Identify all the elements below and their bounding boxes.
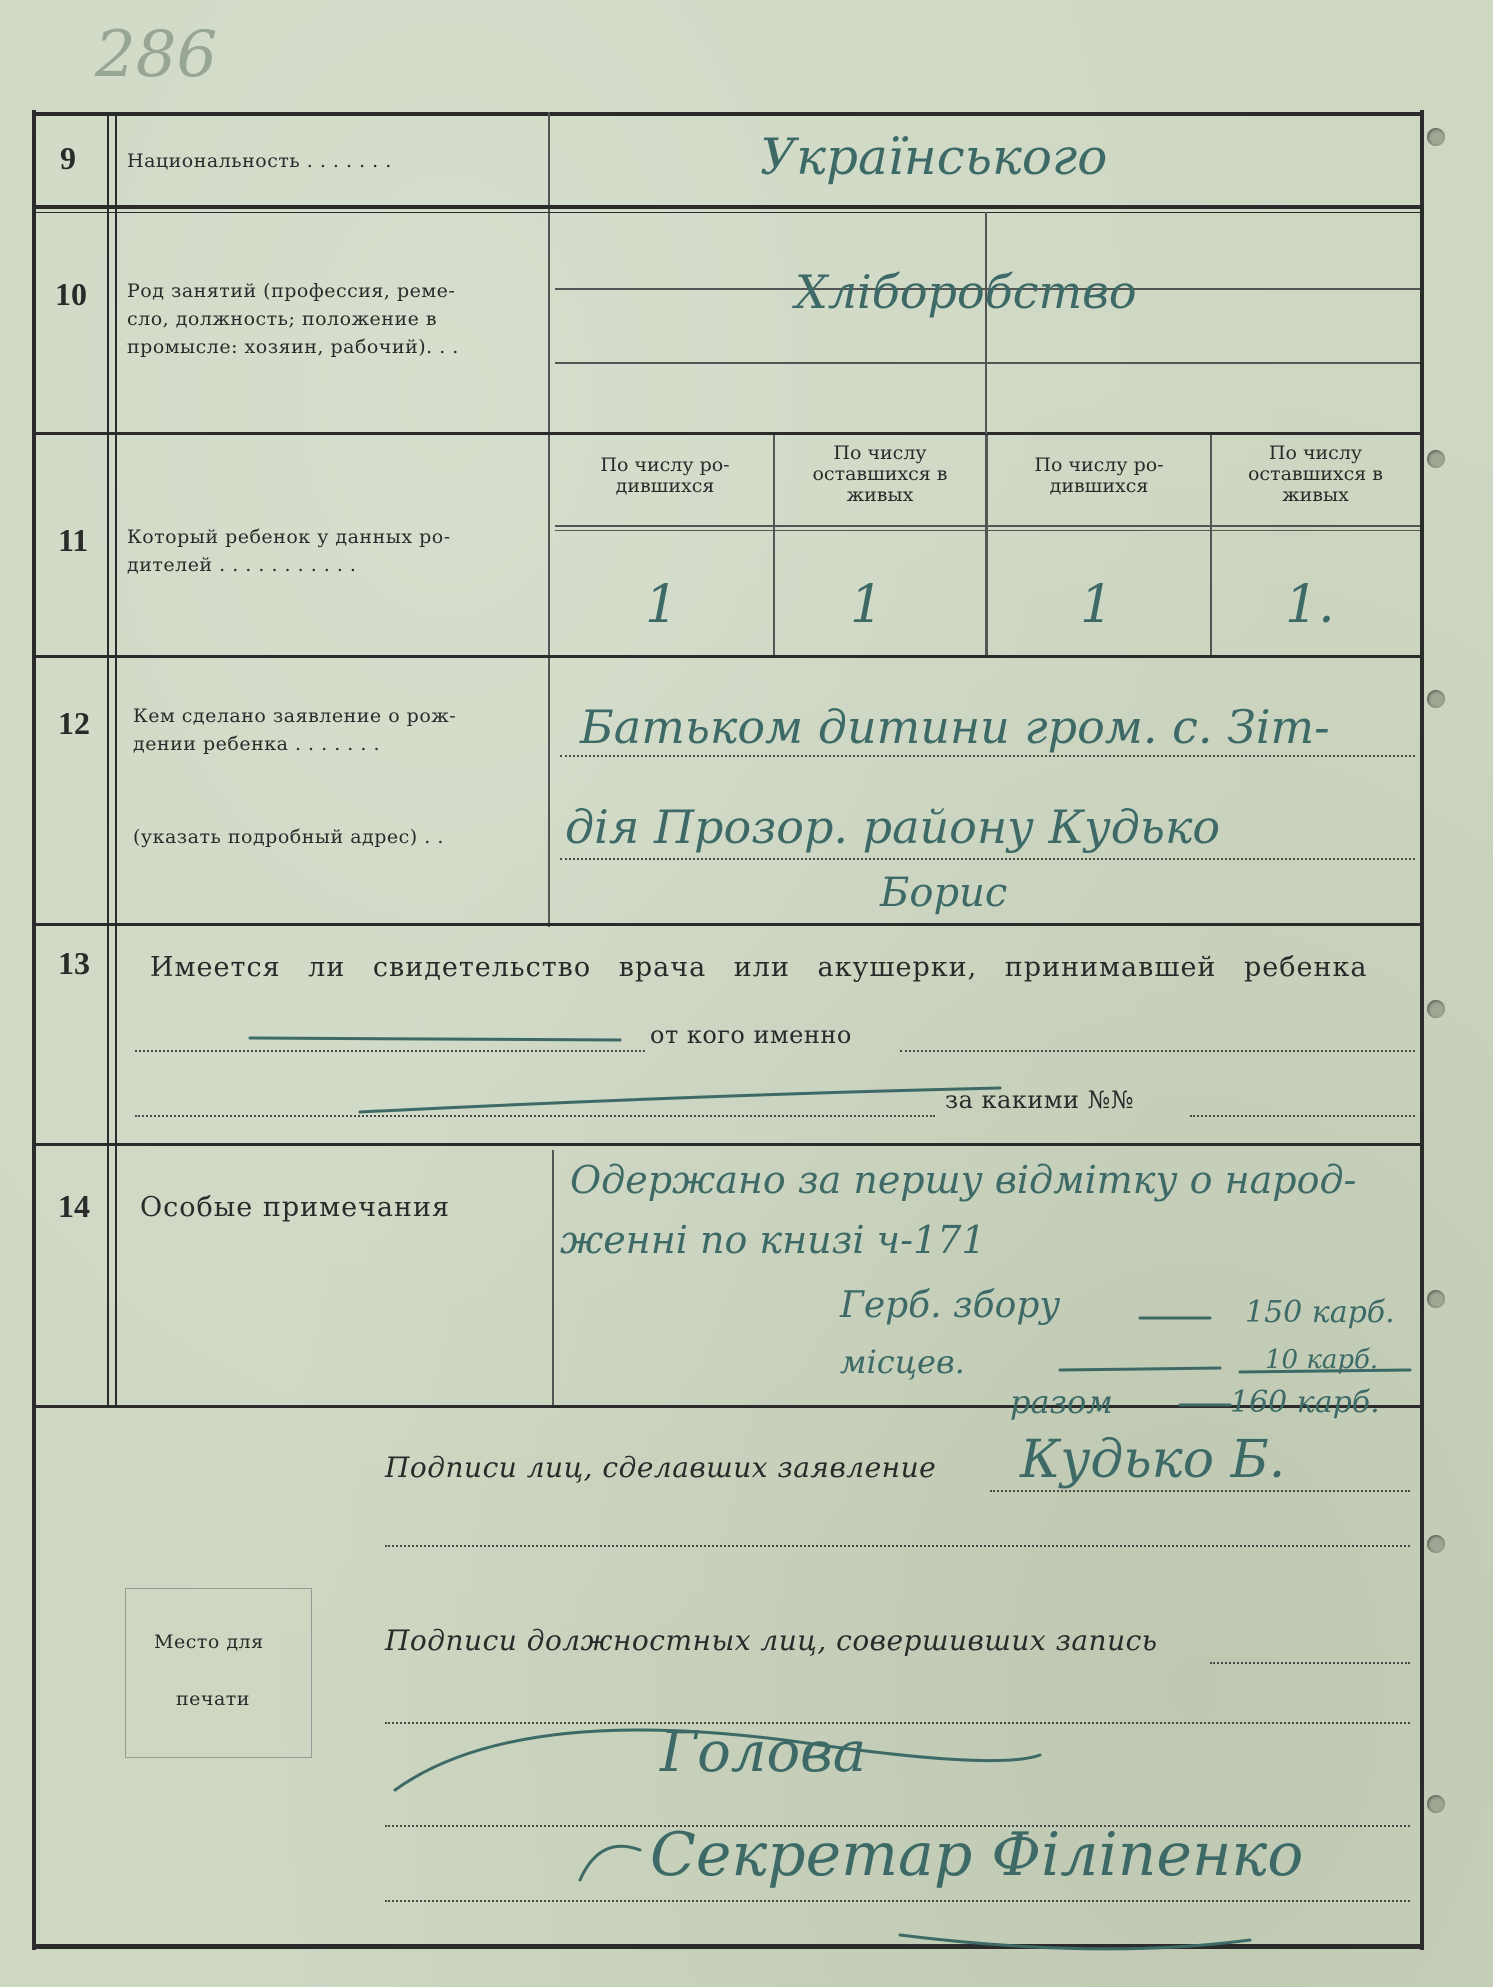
applicant-value-1[interactable]: Батьком дитини гром. с. Зіт-	[580, 700, 1330, 754]
row-number-9: 9	[60, 140, 76, 176]
applicant-value-3[interactable]: Борис	[880, 870, 1008, 916]
remarks-note-1[interactable]: Одержано за першу відмітку о народ-	[570, 1158, 1357, 1202]
fee1-value[interactable]: 150 карб.	[1245, 1295, 1395, 1330]
row-label-nationality: Национальность . . . . . . .	[127, 150, 392, 172]
certificate-from-whom: от кого именно	[650, 1021, 852, 1049]
child-value-4[interactable]: 1.	[1285, 575, 1335, 635]
fee1-label[interactable]: Герб. збору	[840, 1285, 1061, 1326]
row-label-applicant-3: (указать подробный адрес) . .	[133, 826, 444, 848]
fee2-label[interactable]: місцев.	[840, 1343, 965, 1381]
child-col-header-4: По числу оставшихся в живых	[1247, 442, 1384, 506]
nationality-value[interactable]: Українського	[760, 128, 1108, 186]
row-label-applicant-2: дении ребенка . . . . . . .	[133, 733, 380, 755]
child-value-3[interactable]: 1	[1080, 575, 1114, 635]
child-col-header-2: По числу оставшихся в живых	[812, 442, 948, 506]
certificate-numbers: за какими №№	[945, 1086, 1135, 1114]
applicant-value-2[interactable]: дія Прозор. району Кудько	[565, 800, 1221, 854]
row-label-child-order-2: дителей . . . . . . . . . . .	[127, 554, 357, 576]
child-col-header-1: По числу ро- дившихся	[600, 454, 730, 497]
child-value-2[interactable]: 1	[850, 575, 884, 635]
row-number-10: 10	[55, 276, 87, 312]
total-value[interactable]: 160 карб.	[1230, 1385, 1380, 1420]
applicant-signature[interactable]: Кудько Б.	[1020, 1430, 1286, 1490]
row-label-occupation-3: промысле: хозяин, рабочий). . .	[127, 336, 459, 358]
row-label-remarks: Особые примечания	[140, 1192, 451, 1223]
row-label-child-order-1: Который ребенок у данных ро-	[127, 526, 451, 548]
seal-place-line-1: Место для	[154, 1631, 264, 1653]
row-number-14: 14	[58, 1188, 90, 1224]
applicant-signatures-label: Подписи лиц, сделавших заявление	[385, 1451, 937, 1484]
child-value-1[interactable]: 1	[645, 575, 679, 635]
page-number: 286	[95, 18, 218, 92]
remarks-note-2[interactable]: женні по книзі ч-171	[560, 1218, 986, 1262]
official-signature-2[interactable]: Секретар Філіпенко	[650, 1820, 1304, 1890]
row-number-12: 12	[58, 705, 90, 741]
total-label[interactable]: разом	[1010, 1383, 1113, 1421]
row-number-11: 11	[58, 522, 89, 558]
row-label-applicant-1: Кем сделано заявление о рож-	[133, 705, 457, 727]
fee2-value[interactable]: 10 карб.	[1265, 1345, 1379, 1375]
child-col-header-3: По числу ро- дившихся	[1034, 454, 1164, 497]
official-signatures-label: Подписи должностных лиц, совершивших запись	[385, 1624, 1158, 1657]
occupation-value[interactable]: Хліборобство	[795, 265, 1137, 319]
row-label-certificate: Имеется ли свидетельство врача или акушерки, принимавшей ребенка	[150, 952, 1368, 983]
row-label-occupation-1: Род занятий (профессия, реме-	[127, 280, 456, 302]
official-signature-1[interactable]: Голова	[660, 1720, 867, 1785]
seal-place-line-2: печати	[176, 1688, 250, 1710]
row-number-13: 13	[58, 945, 90, 981]
row-label-occupation-2: сло, должность; положение в	[127, 308, 438, 330]
